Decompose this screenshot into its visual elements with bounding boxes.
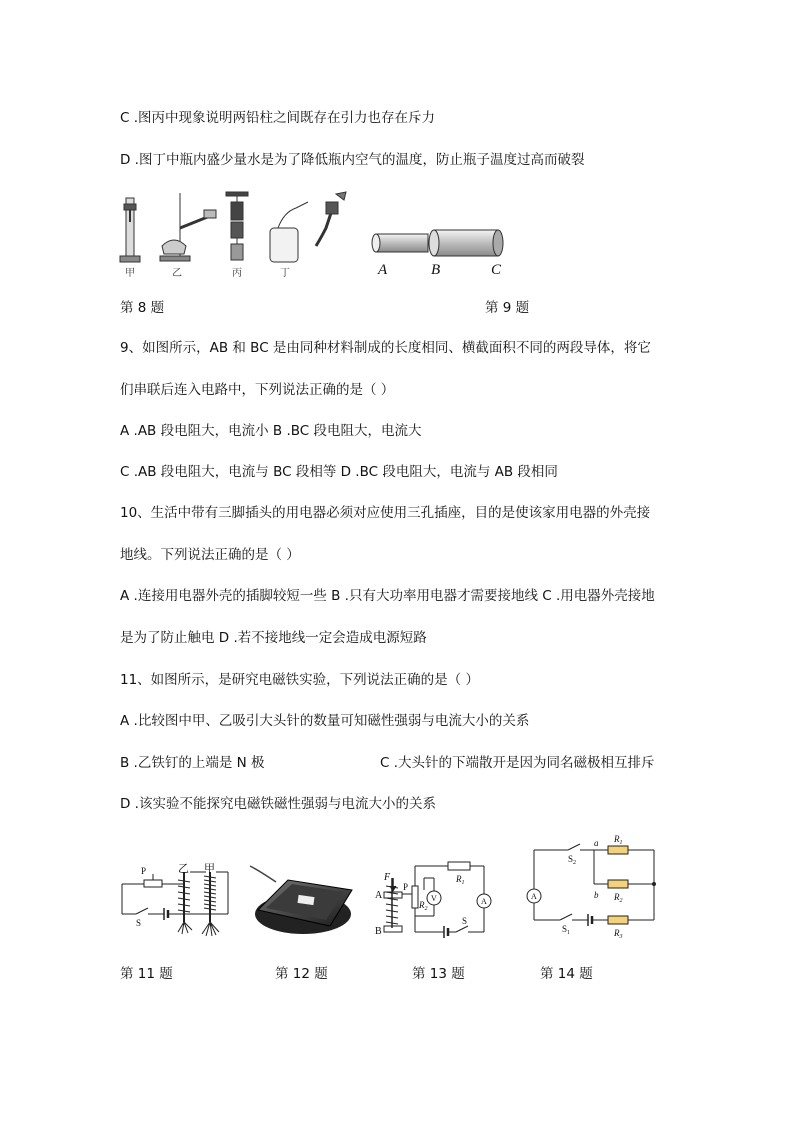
q7-option-d: D .图丁中瓶内盛少量水是为了降低瓶内空气的温度，防止瓶子温度过高而破裂 (120, 152, 585, 168)
q11-option-a: A .比较图中甲、乙吸引大头针的数量可知磁性强弱与电流大小的关系 (120, 713, 530, 729)
q11-option-d: D .该实验不能探究电磁铁磁性强弱与电流大小的关系 (120, 796, 436, 812)
q11-stem: 11、如图所示，是研究电磁铁实验，下列说法正确的是（ ） (120, 672, 479, 688)
fig8-apparatus-jia (120, 198, 140, 262)
fig13-switch (456, 926, 468, 932)
fig8-apparatus-bing (226, 192, 248, 260)
q9-stem-line2: 们串联后连入电路中，下列说法正确的是（ ） (120, 382, 395, 398)
fig11-label-jia: 甲 (204, 863, 215, 875)
fig13-label-s: S (462, 916, 468, 926)
fig14-switch-s2 (568, 844, 580, 850)
fig14-label-b: b (594, 890, 599, 900)
fig9-label-c: C (491, 262, 502, 278)
fig13-label-v: V (431, 894, 437, 903)
fig14-label-a: a (594, 838, 599, 848)
fig14-label-r2: $R_2$ (614, 892, 623, 904)
fig14-resistor-r2 (608, 880, 628, 888)
figure-8 (118, 188, 353, 280)
caption-fig14: 第 14 题 (540, 966, 593, 982)
q10-options-line2: 是为了防止触电 D .若不接地线一定会造成电源短路 (120, 630, 427, 646)
caption-fig11: 第 11 题 (120, 966, 173, 982)
fig13-resistor-r1 (448, 862, 470, 870)
fig14-resistor-r3 (608, 916, 628, 924)
caption-fig12: 第 12 题 (275, 966, 328, 982)
caption-fig13: 第 13 题 (412, 966, 465, 982)
figure-11 (118, 862, 236, 940)
figure-14 (518, 830, 668, 938)
fig11-switch (136, 908, 148, 914)
fig11-label-s: S (136, 918, 142, 928)
conductor-ab (376, 234, 428, 252)
fig13-label-r1: $R_1$ (456, 874, 465, 886)
fig14-label-r1: $R_1$ (614, 834, 623, 846)
fig11-label-p: P (141, 866, 147, 876)
fig13-label-a: A (375, 890, 383, 901)
fig14-label-s2: $S_2$ (568, 854, 577, 866)
caption-fig8: 第 8 题 (120, 300, 165, 316)
fig13-label-ammeter: A (481, 897, 487, 906)
figure-13 (372, 858, 502, 942)
fig13-rheostat-r2 (412, 886, 418, 908)
q7-option-c: C .图丙中现象说明两铅柱之间既存在引力也存在斥力 (120, 110, 436, 126)
q11-option-c: C .大头针的下端散开是因为同名磁极相互排斥 (380, 755, 655, 771)
fig13-label-r2: $R_2$ (419, 900, 428, 912)
fig13-label-p: P (403, 882, 409, 892)
fig14-switch-s1 (560, 914, 572, 920)
fig8-label-bing: 丙 (232, 268, 242, 279)
fig14-label-r3: $R_3$ (614, 928, 623, 938)
q9-options-cd: C .AB 段电阻大，电流与 BC 段相等 D .BC 段电阻大，电流与 AB 段相同 (120, 464, 558, 480)
q10-stem-line1: 10、生活中带有三脚插头的用电器必须对应使用三孔插座，目的是使该家用电器的外壳接 (120, 505, 651, 521)
fig14-label-s1: $S_1$ (562, 924, 571, 936)
fig14-resistor-r1 (608, 846, 628, 854)
fig8-label-jia: 甲 (125, 268, 135, 279)
fig11-label-yi: 乙 (178, 863, 189, 875)
figure-9 (366, 222, 506, 282)
fig13-label-f: F (384, 872, 391, 883)
q11-option-b: B .乙铁钉的上端是 N 极 (120, 755, 265, 771)
q10-options-line1: A .连接用电器外壳的插脚较短一些 B .只有大功率用电器才需要接地线 C .用电器外壳接地 (120, 588, 655, 604)
fig9-label-b: B (431, 262, 441, 278)
fig8-label-ding: 丁 (280, 268, 290, 279)
q9-stem-line1: 9、如图所示，AB 和 BC 是由同种材料制成的长度相同、横截面积不同的两段导体，将它 (120, 340, 651, 356)
fig14-label-ammeter: A (531, 892, 537, 901)
fig8-apparatus-ding (270, 192, 346, 262)
conductor-bc (434, 230, 498, 256)
caption-fig9: 第 9 题 (485, 300, 530, 316)
fig8-apparatus-yi (160, 193, 216, 261)
fig13-label-b: B (375, 926, 382, 937)
figure-12 (248, 862, 360, 938)
fig11-rheostat (144, 880, 162, 887)
fig8-label-yi: 乙 (172, 268, 182, 279)
fig13-plate-b (384, 926, 402, 932)
q9-options-ab: A .AB 段电阻大，电流小 B .BC 段电阻大，电流大 (120, 423, 422, 439)
q10-stem-line2: 地线。下列说法正确的是（ ） (120, 547, 300, 563)
fig9-label-a: A (378, 262, 388, 278)
